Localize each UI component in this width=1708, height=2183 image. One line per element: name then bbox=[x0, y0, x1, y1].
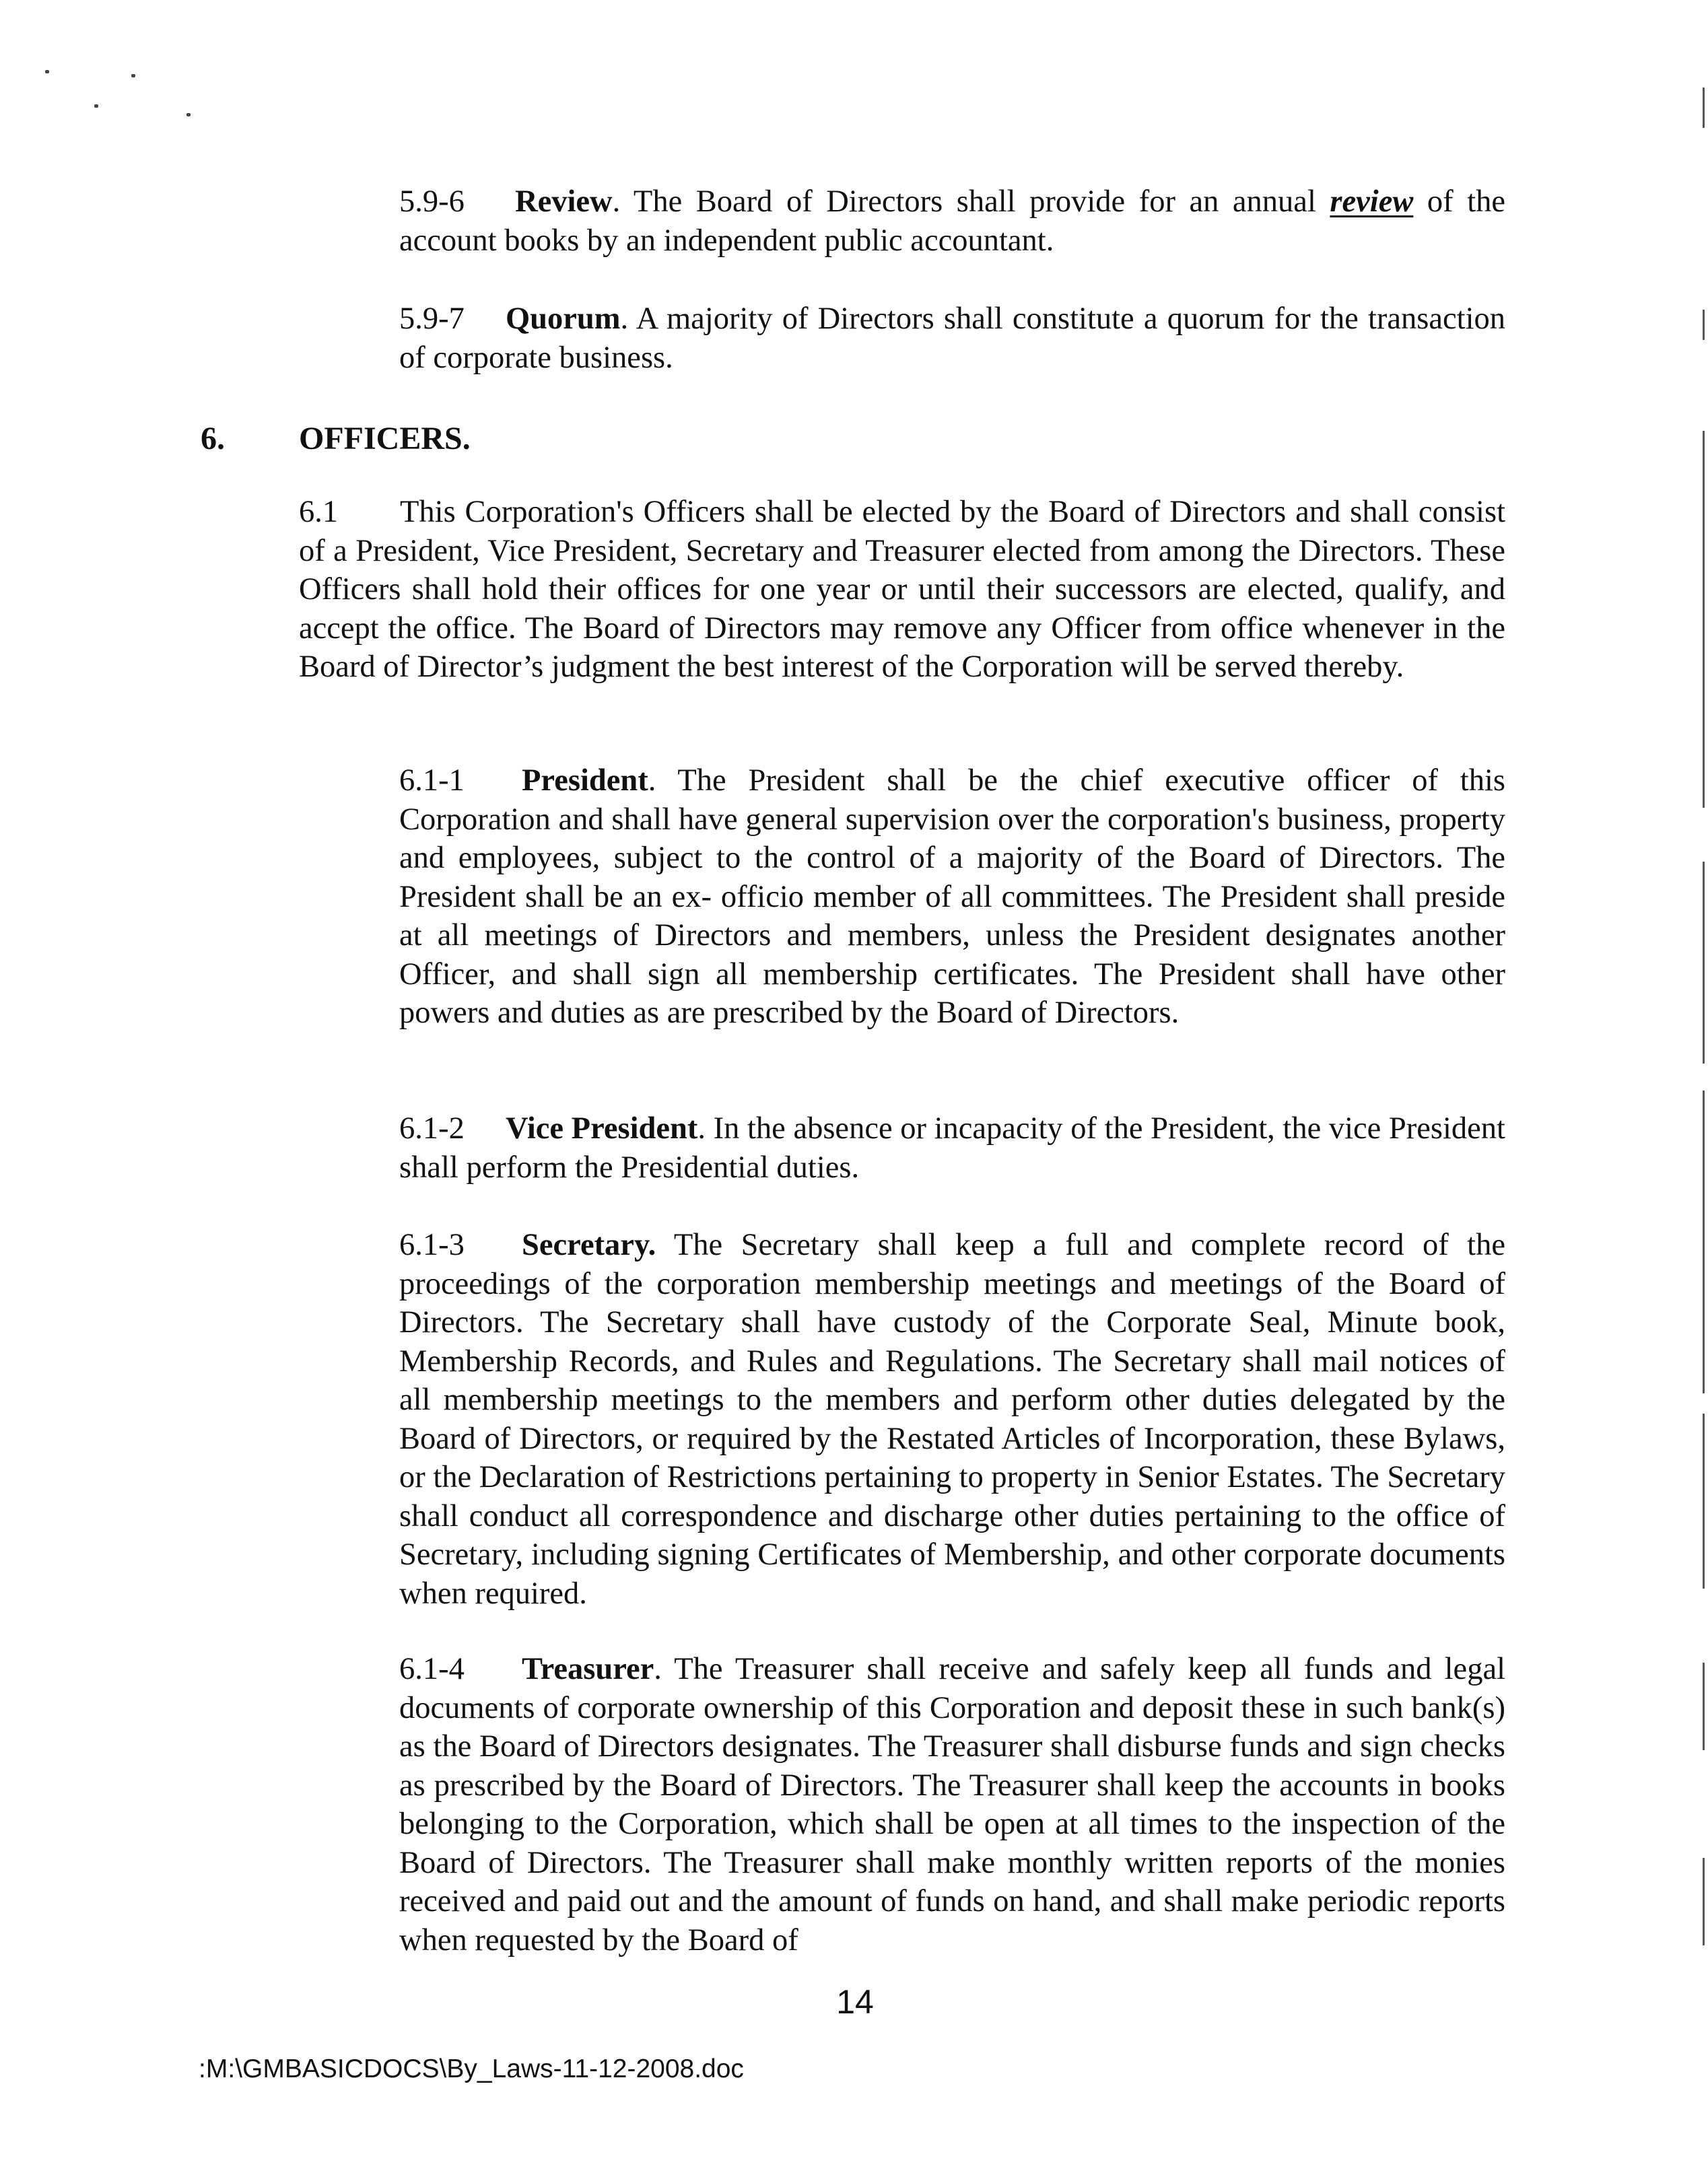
section-number: 6.1-4 bbox=[399, 1652, 465, 1686]
section-title: Review bbox=[515, 184, 613, 219]
scan-speck bbox=[45, 70, 49, 73]
scan-edge-line bbox=[1703, 1090, 1705, 1393]
section-title: President bbox=[522, 763, 648, 798]
scan-edge-line bbox=[1703, 1858, 1705, 1945]
scan-edge-line bbox=[1703, 310, 1705, 340]
scan-speck bbox=[131, 74, 135, 77]
section-6-1-4 bbox=[399, 1650, 1505, 1960]
article-number: 6. bbox=[201, 421, 225, 456]
section-number: 5.9-6 bbox=[399, 184, 465, 219]
section-title: Treasurer bbox=[522, 1652, 654, 1686]
scan-edge-line bbox=[1703, 1663, 1705, 1750]
section-number: 6.1-3 bbox=[399, 1228, 465, 1262]
section-5-9-7 bbox=[399, 300, 1505, 377]
scan-edge-line bbox=[1703, 431, 1705, 808]
scan-edge-line bbox=[1703, 88, 1705, 128]
section-number: 6.1 bbox=[299, 495, 339, 529]
section-text: . In the absence or incapacity of the President, the vice President shall perform the Presidential duties. bbox=[399, 1111, 1505, 1185]
article-title: OFFICERS. bbox=[299, 421, 471, 456]
section-text: . The Treasurer shall receive and safely keep all funds and legal documents of corporate ownership of this Corporation and deposit these in such bank(s) as the Board of Directors designates. The Treasurer shall disburse funds and sign checks as prescribed by the Board of Directors. The Treasurer shall keep the accounts in books belonging to the Corporation, which shall be open at all times to the inspection of the Board of Directors. The Treasurer shall make monthly written reports of the monies received and paid out and the amount of funds on hand, and shall make periodic reports when requested by the Board of bbox=[399, 1652, 1505, 1957]
section-6-1-2 bbox=[399, 1109, 1505, 1187]
section-6-1-1 bbox=[399, 761, 1505, 1033]
scan-edge-line bbox=[1703, 1414, 1705, 1589]
section-title: Quorum bbox=[506, 302, 621, 336]
section-6-1 bbox=[299, 493, 1505, 687]
section-text: . The President shall be the chief executive officer of this Corporation and shall have general supervision over the corporation's business, property and employees, subject to the control of a majority of the Board of Directors. The President shall be an ex- officio member of all committees. The President shall preside at all meetings of Directors and members, unless the President designates another Officer, and shall sign all membership certificates. The President shall have other powers and duties as are prescribed by the Board of Directors. bbox=[399, 763, 1505, 1030]
emphasized-term: review bbox=[1330, 184, 1414, 219]
section-text: . The Board of Directors shall provide for an annual bbox=[612, 184, 1330, 219]
file-path: :M:\GMBASICDOCS\By_Laws-11-12-2008.doc bbox=[199, 2054, 744, 2083]
section-text: The Secretary shall keep a full and complete record of the proceedings of the corporation membership meetings and meetings of the Board of Directors. The Secretary shall have custody of the Corporate Seal, Minute book, Membership Records, and Rules and Regulations. The Secretary shall mail notices of all membership meetings to the members and perform other duties delegated by the Board of Directors, or required by the Restated Articles of Incorporation, these Bylaws, or the Declaration of Restrictions pertaining to property in Senior Estates. The Secretary shall conduct all correspondence and discharge other duties pertaining to the office of Secretary, including signing Certificates of Membership, and other corporate documents when required. bbox=[399, 1228, 1505, 1611]
section-text: . A majority of Directors shall constitute a quorum for the transaction of corporate business. bbox=[399, 302, 1505, 375]
section-number: 6.1-2 bbox=[399, 1111, 465, 1146]
section-text: This Corporation's Officers shall be elected by the Board of Directors and shall consist of a President, Vice President, Secretary and Treasurer elected from among the Directors. These Officers shall hold their offices for one year or until their successors are elected, qualify, and accept the office. The Board of Directors may remove any Officer from office whenever in the Board of Director’s judgment the best interest of the Corporation will be served thereby. bbox=[299, 495, 1505, 684]
scan-edge-line bbox=[1703, 862, 1705, 1064]
scan-speck bbox=[186, 113, 191, 116]
section-title: Vice President bbox=[506, 1111, 698, 1146]
scan-speck bbox=[94, 104, 98, 108]
section-title: Secretary. bbox=[522, 1228, 656, 1262]
section-number: 5.9-7 bbox=[399, 302, 465, 336]
section-5-9-6 bbox=[399, 182, 1505, 260]
section-text: of the account books by an independent public accountant. bbox=[399, 184, 1506, 258]
page-number: 14 bbox=[836, 1983, 874, 2021]
section-number: 6.1-1 bbox=[399, 763, 465, 798]
section-6-1-3 bbox=[399, 1226, 1505, 1613]
